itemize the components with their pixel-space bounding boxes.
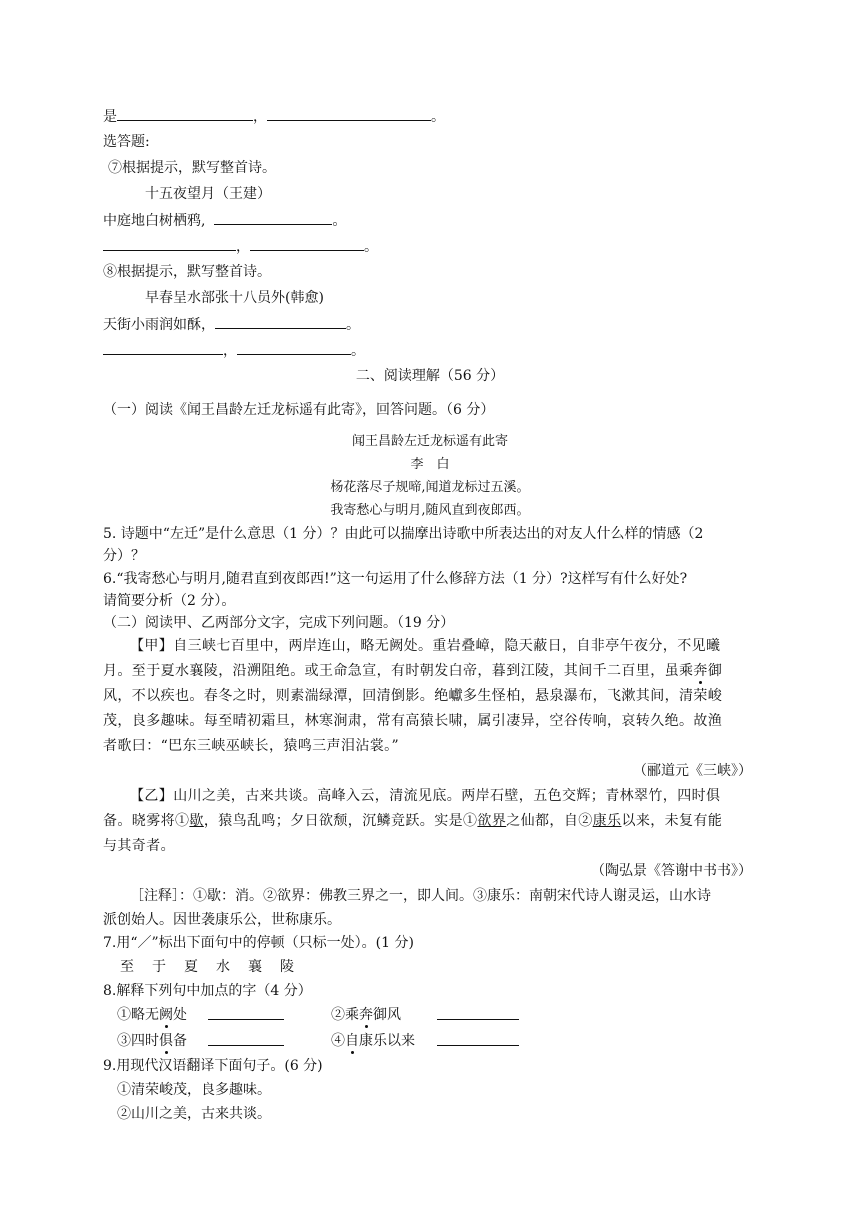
q9-instruction: 9.用现代汉语翻译下面句子。(6 分)	[103, 1058, 323, 1074]
notes-line: 派创始人。因世袭康乐公，世称康乐。	[103, 912, 341, 928]
sentence-char[interactable]: 陵	[280, 959, 294, 975]
comma: ，	[223, 343, 237, 359]
q5-text-cont: 分）？	[103, 548, 145, 564]
item-text: ①略无	[117, 1007, 159, 1023]
q7-poem-title: 十五夜望月（王建）	[145, 186, 271, 202]
passage-jia-line: 风，不以疾也。春冬之时，则素湍绿潭，回清倒影。绝巘多生怪柏，悬泉瀑布，飞漱其间，清荣峻	[103, 688, 723, 704]
q7-instruction: 7.用“／”标出下面句中的停顿（只标一处）。(1 分)	[103, 935, 414, 951]
q5-text: 5. 诗题中“左迁”是什么意思（1 分）？由此可以揣摩出诗歌中所表达出的对友人什么样的情感（2	[103, 526, 704, 542]
optional-heading: 选答题:	[103, 134, 150, 150]
q7-line2	[103, 236, 378, 257]
q8-blank-wrap	[437, 1031, 519, 1052]
passage-yi-line: 与其奇者。	[103, 838, 175, 854]
q8-item	[117, 1005, 187, 1025]
comma: ，	[253, 109, 267, 125]
q8-item	[331, 1031, 415, 1051]
answer-blank[interactable]	[103, 340, 223, 355]
period: 。	[332, 213, 347, 229]
q7-sentence	[120, 957, 312, 977]
poem-line: 杨花落尽子规啼,闻道龙标过五溪。	[330, 480, 530, 495]
dotted-char: 奔	[693, 663, 708, 679]
passage-text: 以来，未复有能	[621, 813, 723, 829]
item-text: 康乐以来	[359, 1033, 415, 1049]
passage-yi-line	[103, 811, 722, 831]
poem-first-line: 中庭地白树栖鸦,	[103, 213, 206, 229]
answer-blank[interactable]	[250, 236, 364, 251]
poem-line: 我寄愁心与明月,随风直到夜郎西。	[330, 503, 530, 518]
passage-jia-line: 者歌曰：“巴东三峡巫峡长，猿鸣三声泪沾裳。”	[103, 738, 400, 754]
q8-poem-title: 早春呈水部张十八员外(韩愈)	[145, 290, 324, 306]
passage-text: 月。至于夏水襄陵，沿溯阻绝。或王命急宣，有时朝发白帝，暮到江陵，其间千二百里，虽乘	[103, 663, 694, 679]
passage-jia-line: 茂，良多趣味。每至晴初霜旦，林寒涧肃，常有高猿长啸，属引凄异，空谷传响，哀转久绝。故渔	[103, 713, 723, 729]
q8-prompt: ⑧根据提示，默写整首诗。	[103, 264, 271, 280]
sentence-char[interactable]: 至	[120, 959, 134, 975]
item-text: ④	[331, 1033, 345, 1049]
period: 。	[351, 343, 365, 359]
q7-line1	[103, 210, 346, 231]
poem-first-line: 天街小雨润如酥，	[103, 317, 215, 333]
fill-line-top	[103, 106, 445, 127]
passage-yi-line: 【乙】山川之美，古来共谈。高峰入云，清流见底。两岸石壁，五色交辉；青林翠竹，四时俱	[130, 788, 721, 804]
q8-line2	[103, 340, 365, 361]
q9-sentence: ①清荣峻茂，良多趣味。	[117, 1082, 271, 1098]
period: 。	[364, 239, 378, 255]
poem-author: 李 白	[410, 457, 450, 472]
answer-blank[interactable]	[437, 1005, 519, 1020]
underlined-word: 康乐	[592, 813, 622, 829]
period: 。	[431, 109, 445, 125]
answer-blank[interactable]	[208, 1005, 284, 1020]
q7-prompt: ⑦根据提示，默写整首诗。	[108, 160, 276, 176]
answer-blank[interactable]	[267, 106, 431, 121]
q8-instruction: 8.解释下列句中加点的字（4 分）	[103, 983, 312, 999]
q6-text-cont: 请简要分析（2 分）。	[103, 593, 236, 609]
answer-blank[interactable]	[117, 106, 253, 121]
answer-blank[interactable]	[237, 340, 351, 355]
passage-text: 御	[707, 663, 723, 679]
q8-line1	[103, 314, 360, 335]
poem-title: 闻王昌龄左迁龙标遥有此寄	[351, 434, 508, 449]
q8-blank-wrap	[437, 1005, 519, 1026]
passage-text: ，猿鸟乱鸣；夕日欲颓，沉鳞竞跃。实是①	[203, 813, 478, 829]
passage-text: 备。晓雾将①	[103, 813, 190, 829]
sentence-char[interactable]: 襄	[248, 959, 262, 975]
passage-yi-source: （陶弘景《答谢中书书》）	[591, 863, 752, 879]
q8-blank-wrap	[208, 1031, 284, 1052]
sentence-char[interactable]: 水	[216, 959, 230, 975]
sentence-char[interactable]: 夏	[184, 959, 198, 975]
item-text: 备	[173, 1033, 187, 1049]
item-text: ③四时	[117, 1033, 159, 1049]
comma: ，	[236, 239, 250, 255]
period: 。	[346, 317, 360, 333]
underlined-word: 欲界	[477, 813, 507, 829]
item-text: 御风	[373, 1007, 401, 1023]
dotted-char: 奔	[359, 1007, 373, 1023]
text-shi: 是	[103, 109, 117, 125]
sentence-char[interactable]: 于	[152, 959, 166, 975]
q8-blank-wrap	[208, 1005, 284, 1026]
passage-jia-line: 【甲】自三峡七百里中，两岸连山，略无阙处。重岩叠嶂，隐天蔽日，自非亭午夜分，不见曦	[130, 638, 721, 654]
part1-intro: （一）阅读《闻王昌龄左迁龙标遥有此寄》，回答问题。（6 分）	[103, 402, 495, 418]
passage-text: 之仙都，自②	[506, 813, 593, 829]
part2-intro: （二）阅读甲、乙两部分文字，完成下列问题。（19 分）	[103, 615, 455, 631]
item-text: ②乘	[331, 1007, 359, 1023]
passage-jia-source: （郦道元《三峡》）	[633, 763, 752, 779]
notes-line: ［注释］：①歇：消。②欲界：佛教三界之一，即人间。③康乐：南朝宋代诗人谢灵运，山水诗	[130, 888, 711, 904]
answer-blank[interactable]	[214, 210, 332, 225]
item-text: 处	[173, 1007, 187, 1023]
answer-blank[interactable]	[437, 1031, 519, 1046]
answer-blank[interactable]	[208, 1031, 284, 1046]
dotted-char: 俱	[159, 1033, 173, 1049]
q8-item	[117, 1031, 187, 1051]
passage-jia-line	[103, 661, 722, 681]
q9-sentence: ②山川之美，古来共谈。	[117, 1106, 271, 1122]
q8-item	[331, 1005, 401, 1025]
q6-text: 6.“我寄愁心与明月,随君直到夜郎西!”这一句运用了什么修辞方法（1 分）?这样写有什么好处?	[103, 571, 688, 587]
answer-blank[interactable]	[103, 236, 236, 251]
dotted-char: 阙	[159, 1007, 173, 1023]
dotted-char: 自	[345, 1033, 359, 1049]
underlined-word: 歇	[189, 813, 204, 829]
section-heading: 二、阅读理解（56 分）	[355, 368, 505, 384]
answer-blank[interactable]	[215, 314, 346, 329]
